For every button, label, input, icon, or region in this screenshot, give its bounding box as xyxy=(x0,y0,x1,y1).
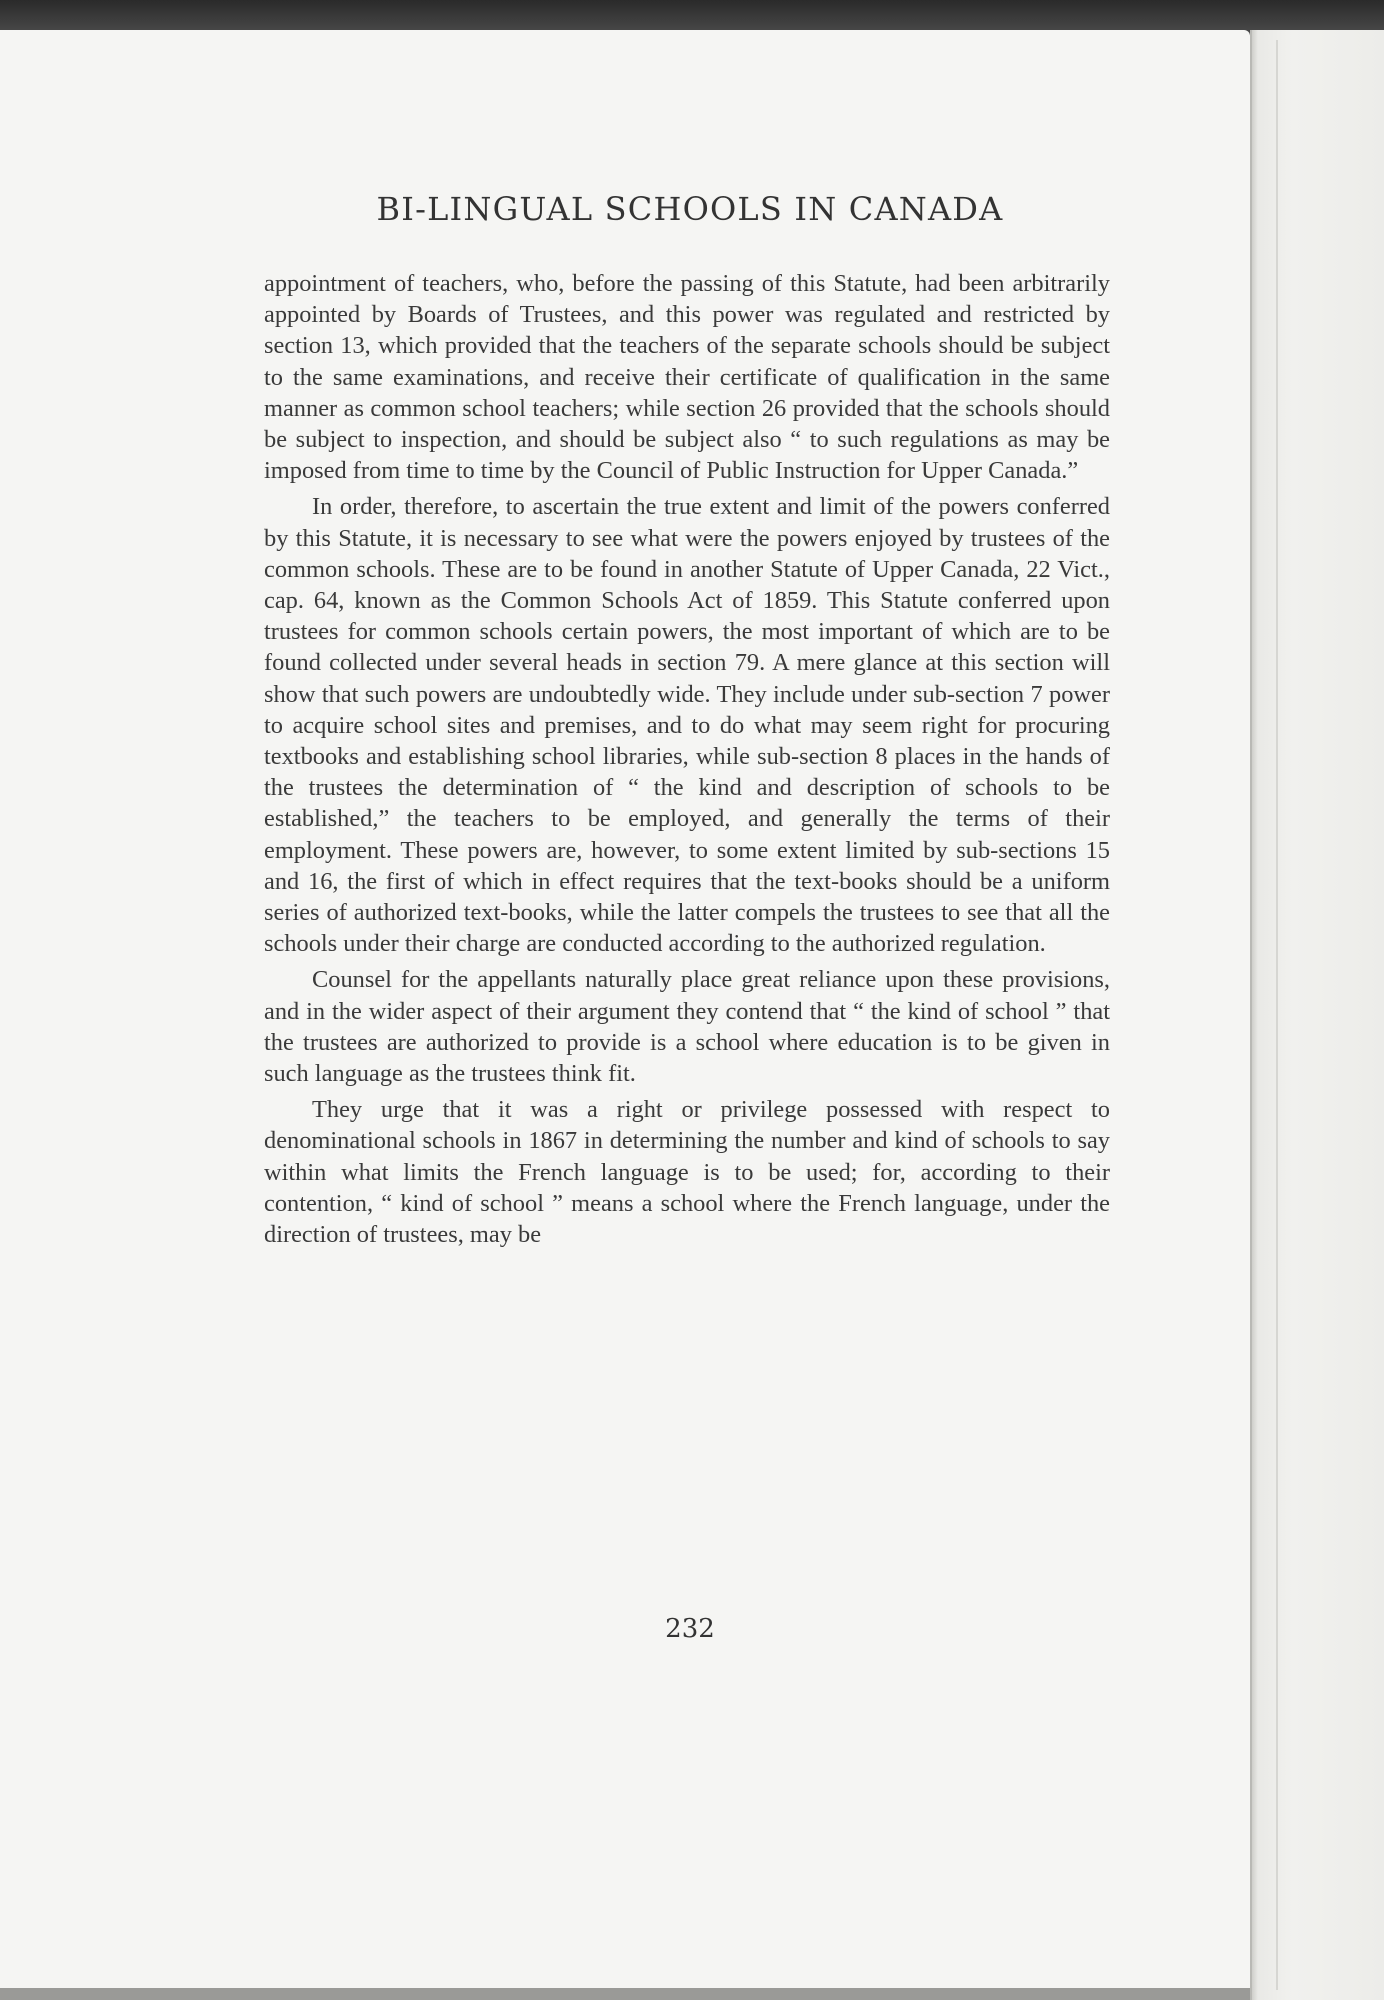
page-edge-line xyxy=(1276,40,1278,1990)
scan-bottom-border xyxy=(0,1988,1250,2000)
book-page-edge xyxy=(1250,30,1384,2000)
body-text xyxy=(264,268,1110,1255)
paragraph-4: They urge that it was a right or privilege possessed with respect to denominational schools in 1867 in determining the number and kind of schools to say within what limits the French language is to be used; for, according to their contention, “ kind of school ” means a school where the French language, under the direction of trustees, may be xyxy=(264,1096,1110,1249)
paragraph-1: appointment of teachers, who, before the passing of this Statute, had been arbitrarily appointed by Boards of Trustees, and this power was regulated and restricted by section 13, which provided that the teachers of the separate schools should be subject to the same examinations, and receive their certificate of qualification in the same manner as common school teachers; while section 26 provided that the schools should be subject to inspection, and should be subject also “ to such regulations as may be imposed from time to time by the Council of Public Instruction for Upper Canada.” xyxy=(264,270,1110,485)
scan-top-border xyxy=(0,0,1384,34)
running-title: BI-LINGUAL SCHOOLS IN CANADA xyxy=(376,190,1004,228)
paragraph-2: In order, therefore, to ascertain the true extent and limit of the powers conferred by this Statute, it is necessary to see what were the powers enjoyed by trustees of the common schools. These are to be found in another Statute of Upper Canada, 22 Vict., cap. 64, known as the Common Schools Act of 1859. This Statute conferred upon trustees for common schools certain powers, the most important of which are to be found collected under several heads in section 79. A mere glance at this section will show that such powers are undoubtedly wide. They include under sub-section 7 power to acquire school sites and premises, and to do what may seem right for procuring textbooks and establishing school libraries, while sub-section 8 places in the hands of the trustees the determination of “ the kind and description of schools to be established,” the teachers to be employed, and generally the terms of their employment. These powers are, however, to some extent limited by sub-sections 15 and 16, the first of which in effect requires that the text-books should be a uniform series of authorized text-books, while the latter compels the trustees to see that all the schools under their charge are conducted according to the authorized regulation. xyxy=(264,493,1110,958)
page-number: 232 xyxy=(665,1614,715,1644)
paragraph-3: Counsel for the appellants naturally place great reliance upon these provisions, and in the wider aspect of their argument they contend that “ the kind of school ” that the trustees are authorized to provide is a school where education is to be given in such language as the trustees think fit. xyxy=(264,966,1110,1088)
